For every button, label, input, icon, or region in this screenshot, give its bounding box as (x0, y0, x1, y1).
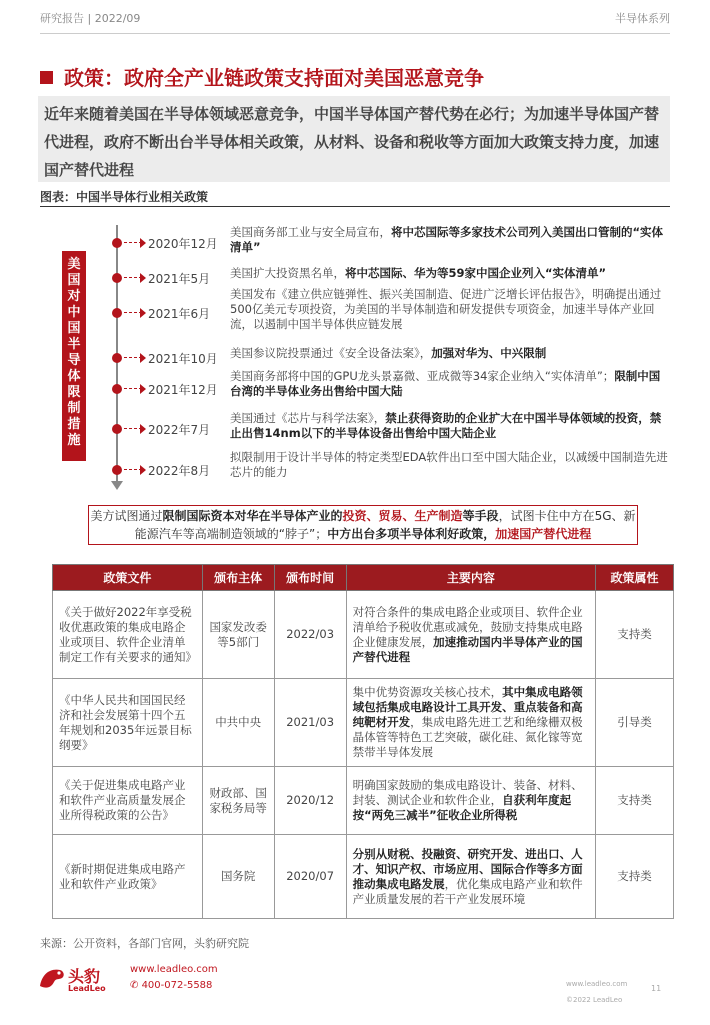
summary-bold-3: 中方出台多项半导体利好政策， (327, 527, 496, 541)
timeline-date: 2021年5月 (148, 272, 211, 286)
timeline-dot-icon (112, 308, 122, 318)
phone-icon: ✆ (130, 980, 142, 991)
page-title: 政策：政府全产业链政策支持面对美国恶意竞争 (64, 66, 484, 90)
cell-doc: 《中华人民共和国国民经济和社会发展第十四个五年规划和2035年远景目标纲要》 (53, 679, 203, 767)
arrow-right-icon (140, 465, 146, 475)
cell-doc: 《关于促进集成电路产业和软件产业高质量发展企业所得税政策的公告》 (53, 767, 203, 835)
cell-type: 引导类 (596, 679, 674, 767)
page-header (40, 10, 670, 30)
timeline-date: 2021年12月 (148, 383, 218, 397)
figure-divider (40, 206, 670, 207)
cell-date: 2020/07 (274, 835, 346, 919)
summary-box (88, 505, 638, 545)
table-row (53, 591, 674, 679)
summary-bold-2: 等手段 (462, 509, 499, 523)
header-series-label: 半导体系列 (615, 12, 670, 25)
cell-type: 支持类 (596, 835, 674, 919)
summary-bold-1: 限制国际资本对华在半导体产业的 (162, 509, 343, 523)
brand-phone (130, 980, 212, 991)
arrow-down-icon (111, 481, 123, 490)
summary-highlight-2: 加速国产替代进程 (495, 527, 592, 541)
timeline-date: 2021年10月 (148, 352, 218, 366)
cell-issuer: 国家发改委等5部门 (202, 591, 274, 679)
timeline-date: 2021年6月 (148, 307, 211, 321)
cell-content: 集中优势资源攻关核心技术，其中集成电路领域包括集成电路设计工具开发、重点装备和高纯靶材开发，集成电路先进工艺和绝缘栅双极晶体管等特色工艺突破，碳化硅、氮化镓等宽禁带半导体发展 (346, 679, 596, 767)
arrow-right-icon (140, 424, 146, 434)
timeline-text: 拟限制用于设计半导体的特定类型EDA软件出口至中国大陆企业，以减缓中国制造先进芯片的能力 (230, 450, 668, 479)
us-restrictions-label: 美 国 对 中 国 半 导 体 限 制 措 施 (62, 251, 86, 461)
arrow-right-icon (140, 384, 146, 394)
col-header-doc: 政策文件 (53, 565, 203, 591)
timeline-text: 美国通过《芯片与科学法案》，禁止获得资助的企业扩大在中国半导体领域的投资，禁止出售14nm以下的半导体设备出售给中国大陆企业 (230, 411, 662, 440)
arrow-right-icon (140, 308, 146, 318)
timeline-dot-icon (112, 353, 122, 363)
timeline-text: 美国商务部将中国的GPU龙头景嘉微、亚成微等34家企业纳入“实体清单”；限制中国台湾的半导体业务出售给中国大陆 (230, 369, 661, 398)
brand-name-cn: 头豹 (68, 967, 101, 986)
timeline-date: 2020年12月 (148, 237, 218, 251)
source-note: 来源：公开资料，各部门官网，头豹研究院 (40, 937, 249, 950)
page-number: 11 (651, 984, 662, 993)
timeline-date: 2022年8月 (148, 464, 211, 478)
brand-website-link[interactable]: www.leadleo.com (130, 964, 218, 975)
table-row (53, 835, 674, 919)
col-header-date: 颁布时间 (274, 565, 346, 591)
brand-phone-number: 400-072-5588 (141, 980, 213, 991)
policy-table (52, 564, 674, 919)
cell-doc: 《关于做好2022年享受税收优惠政策的集成电路企业或项目、软件企业清单制定工作有关要求的通知》 (53, 591, 203, 679)
figure-caption: 图表：中国半导体行业相关政策 (40, 190, 209, 204)
timeline-text: 美国参议院投票通过《安全设备法案》，加强对华为、中兴限制 (230, 346, 547, 360)
intro-paragraph: 近年来随着美国在半导体领域恶意竞争，中国半导体国产替代势在必行；为加速半导体国产替代进程，政府不断出台半导体相关政策，从材料、设备和税收等方面加大政策支持力度，加速国产替代进程 (38, 96, 670, 182)
summary-highlight-1: 投资、贸易、生产制造 (342, 509, 463, 523)
col-header-type: 政策属性 (596, 565, 674, 591)
title-bullet-icon (40, 71, 53, 84)
cell-issuer: 财政部、国家税务局等 (202, 767, 274, 835)
brand-name-en: LeadLeo (68, 984, 106, 993)
cell-type: 支持类 (596, 767, 674, 835)
cell-date: 2021/03 (274, 679, 346, 767)
leopard-logo-icon (38, 964, 66, 994)
policy-timeline (40, 215, 672, 495)
col-header-content: 主要内容 (346, 565, 596, 591)
timeline-dot-icon (112, 424, 122, 434)
arrow-right-icon (140, 353, 146, 363)
timeline-text: 美国商务部工业与安全局宣布，将中芯国际等多家技术公司列入美国出口管制的“实体清单” (230, 225, 664, 254)
header-divider (40, 33, 670, 34)
timeline-text: 美国扩大投资黑名单，将中芯国际、华为等59家中国企业列入“实体清单” (230, 266, 607, 280)
timeline-date: 2022年7月 (148, 423, 211, 437)
timeline-dot-icon (112, 238, 122, 248)
timeline-text: 美国发布《建立供应链弹性、振兴美国制造、促进广泛增长评估报告》，明确提出通过500亿美元专项投资，为美国的半导体制造和研发提供专项资金，加速半导体产业回流，以遏制中国半导体供应链发展 (230, 287, 662, 331)
timeline-dot-icon (112, 273, 122, 283)
footer-website: www.leadleo.com (566, 980, 628, 988)
table-row (53, 767, 674, 835)
arrow-right-icon (140, 238, 146, 248)
footer-copyright: ©2022 LeadLeo (566, 996, 623, 1004)
summary-text-1: 美方试图通过 (90, 509, 163, 523)
timeline-dot-icon (112, 465, 122, 475)
cell-date: 2020/12 (274, 767, 346, 835)
arrow-right-icon (140, 273, 146, 283)
cell-doc: 《新时期促进集成电路产业和软件产业政策》 (53, 835, 203, 919)
cell-type: 支持类 (596, 591, 674, 679)
timeline-dot-icon (112, 384, 122, 394)
footer-brand (38, 962, 238, 998)
table-header-row (53, 565, 674, 591)
table-row (53, 679, 674, 767)
cell-content: 明确国家鼓励的集成电路设计、装备、材料、封装、测试企业和软件企业，自获利年度起按“两免三减半”征收企业所得税 (346, 767, 596, 835)
header-report-label: 研究报告 | 2022/09 (40, 12, 141, 25)
cell-content: 对符合条件的集成电路企业或项目、软件企业清单给予税收优惠或减免，鼓励支持集成电路企业健康发展，加速推动国内半导体产业的国产替代进程 (346, 591, 596, 679)
cell-issuer: 国务院 (202, 835, 274, 919)
col-header-issuer: 颁布主体 (202, 565, 274, 591)
cell-content: 分别从财税、投融资、研究开发、进出口、人才、知识产权、市场应用、国际合作等多方面推动集成电路发展，优化集成电路产业和软件产业质量发展的若干产业发展环境 (346, 835, 596, 919)
cell-issuer: 中共中央 (202, 679, 274, 767)
summary-text-2: ，试图卡住中方在5G、新能源汽车等高端制造领域的“脖子”； (134, 509, 636, 541)
cell-date: 2022/03 (274, 591, 346, 679)
